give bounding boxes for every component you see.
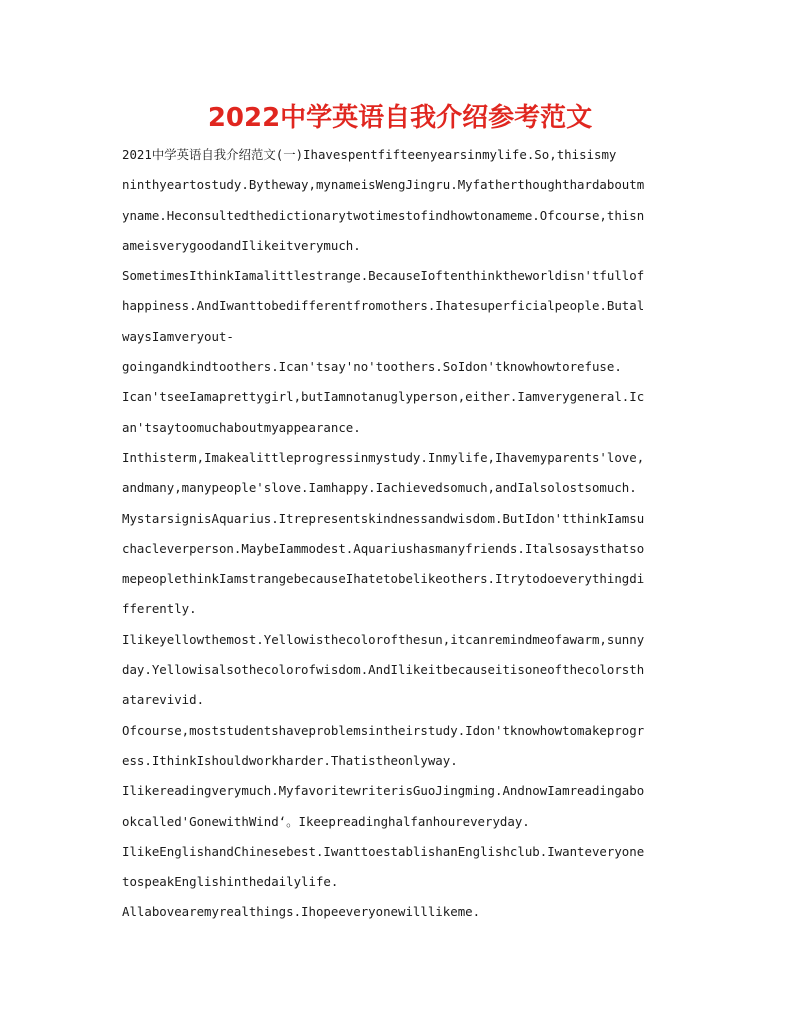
body-line: Ofcourse,moststudentshaveproblemsintheirstudy.Idon'tknowhowtomakeprogr bbox=[122, 722, 645, 738]
body-line: an'tsaytoomuchaboutmyappearance. bbox=[122, 419, 361, 435]
body-line: okcalled'GonewithWind‘。Ikeepreadinghalfanhoureveryday. bbox=[122, 813, 530, 829]
body-line: yname.Heconsultedthedictionarytwotimestofindhowtonameme.Ofcourse,thisn bbox=[122, 207, 645, 223]
body-line: Ican'tseeIamaprettygirl,butIamnotanuglyperson,either.Iamverygeneral.Ic bbox=[122, 389, 645, 405]
body-line: mepeoplethinkIamstrangebecauseIhatetobelikeothers.Itrytodoeverythingdi bbox=[122, 571, 645, 587]
body-line: Ilikereadingverymuch.MyfavoritewriterisGuoJingming.AndnowIamreadingabo bbox=[122, 783, 645, 799]
document-title: 2022中学英语自我介绍参考范文 bbox=[207, 103, 593, 133]
body-line: 2021中学英语自我介绍范文(一)Ihavespentfifteenyearsinmylife.So,thisismy bbox=[122, 147, 617, 162]
body-line: MystarsignisAquarius.Itrepresentskindnessandwisdom.ButIdon'tthinkIamsu bbox=[122, 510, 645, 526]
body-line: chacleverperson.MaybeIammodest.Aquariushasmanyfriends.Italsosaysthatso bbox=[122, 540, 645, 556]
document-body bbox=[122, 140, 682, 928]
body-line: atarevivid. bbox=[122, 692, 205, 708]
body-line: ninthyeartostudy.Bytheway,mynameisWengJingru.Myfatherthoughthardaboutm bbox=[122, 177, 645, 193]
body-line: IlikeEnglishandChinesebest.IwanttoestablishanEnglishclub.Iwanteveryone bbox=[122, 843, 645, 859]
body-line: goingandkindtoothers.Ican'tsay'no'toothers.SoIdon'tknowhowtorefuse. bbox=[122, 359, 622, 375]
body-line: andmany,manypeople'slove.Iamhappy.Iachievedsomuch,andIalsolostsomuch. bbox=[122, 480, 637, 496]
body-line: happiness.AndIwanttobedifferentfromothers.Ihatesuperficialpeople.Butal bbox=[122, 298, 645, 314]
body-line: SometimesIthinkIamalittlestrange.BecauseIoftenthinktheworldisn'tfullof bbox=[122, 268, 645, 284]
body-line: day.Yellowisalsothecolorofwisdom.AndIlikeitbecauseitisoneofthecolorsth bbox=[122, 662, 645, 678]
body-line: Allabovearemyrealthings.Ihopeeveryonewilllikeme. bbox=[122, 904, 481, 920]
body-line: ameisverygoodandIlikeitverymuch. bbox=[122, 237, 361, 253]
body-line: tospeakEnglishinthedailylife. bbox=[122, 874, 339, 890]
body-line: ess.IthinkIshouldworkharder.Thatistheonlyway. bbox=[122, 752, 458, 768]
body-line: Inthisterm,Imakealittleprogressinmystudy.Inmylife,Ihavemyparents'love, bbox=[122, 449, 645, 465]
body-line: Ilikeyellowthemost.Yellowisthecolorofthesun,itcanremindmeofawarm,sunny bbox=[122, 631, 645, 647]
body-line: waysIamveryout- bbox=[122, 328, 234, 344]
body-line: fferently. bbox=[122, 601, 197, 617]
